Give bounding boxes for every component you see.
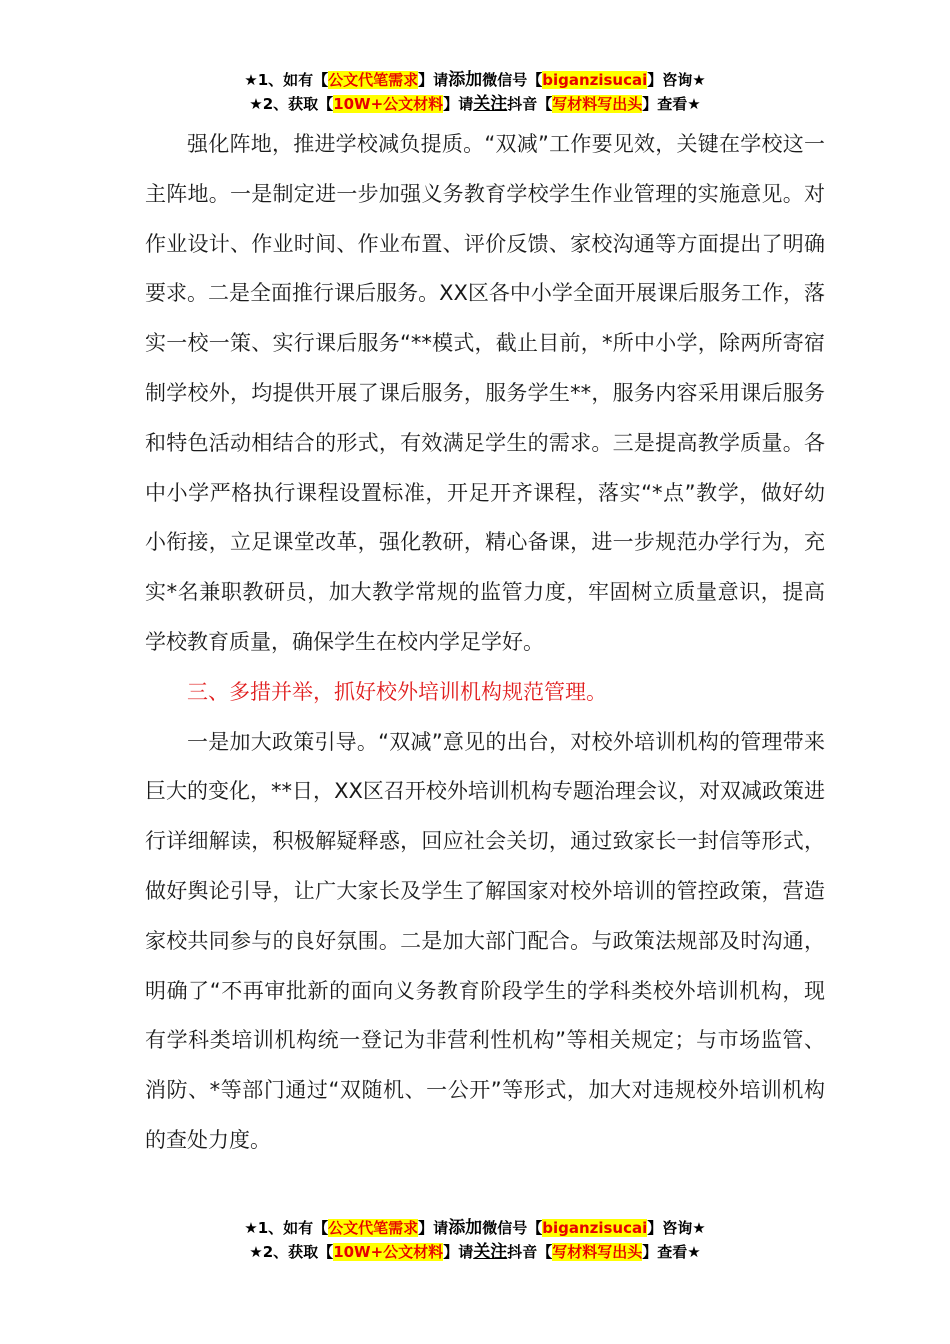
footer-banner [0,1216,950,1264]
document-body [145,120,825,1166]
banner-line-2: ★2、获取【10W+公文材料】请关注抖音【写材料写出头】查看★ [249,94,701,114]
star-icon: ★ [244,1219,258,1237]
highlight-materials: 10W+公文材料 [333,1243,444,1261]
paragraph-training-institutions: 一是加大政策引导。“双减”意见的出台，对校外培训机构的管理带来巨大的变化，**日，XX区召开校外培训机构专题治理会议，对双减政策进行详细解读，积极解疑释惑，回应社会关切，通过致家长一封信等形式，做好舆论引导，让广大家长及学生了解国家对校外培训的管控政策，营造家校共同参与的良好氛围。二是加大部门配合。与政策法规部及时沟通，明确了“不再审批新的面向义务教育阶段学生的学科类校外培训机构，现有学科类培训机构统一登记为非营利性机构”等相关规定；与市场监管、消防、*等部门通过“双随机、一公开”等形式，加大对违规校外培训机构的查处力度。 [145,729,825,1152]
star-icon: ★ [244,71,258,89]
paragraph-school-burden: 强化阵地，推进学校减负提质。“双减”工作要见效，关键在学校这一主阵地。一是制定进一步加强义务教育学校学生作业管理的实施意见。对作业设计、作业时间、作业布置、评价反馈、家校沟通等方面提出了明确要求。二是全面推行课后服务。XX区各中小学全面开展课后服务工作，落实一校一策、实行课后服务“**模式，截止目前，*所中小学，除两所寄宿制学校外，均提供开展了课后服务，服务学生**，服务内容采用课后服务和特色活动相结合的形式，有效满足学生的需求。三是提高教学质量。各中小学严格执行课程设置标准，开足开齐课程，落实“*点”教学，做好幼小衔接，立足课堂改革，强化教研，精心备课，进一步规范办学行为，充实*名兼职教研员，加大教学常规的监管力度，牢固树立质量意识，提高学校教育质量，确保学生在校内学足学好。 [145,132,825,654]
star-icon: ★ [249,1243,263,1261]
highlight-douyin: 写材料写出头 [552,1243,643,1261]
banner-line-1: ★1、如有【公文代笔需求】请添加微信号【biganzisucai】咨询★ [244,70,706,90]
star-icon: ★ [687,1243,701,1261]
star-icon: ★ [692,71,706,89]
highlight-wechat-id: biganzisucai [542,1219,648,1237]
highlight-douyin: 写材料写出头 [552,95,643,113]
highlight-ghostwriting: 公文代笔需求 [328,1219,419,1237]
highlight-ghostwriting: 公文代笔需求 [328,71,419,89]
highlight-materials: 10W+公文材料 [333,95,444,113]
banner-line-2: ★2、获取【10W+公文材料】请关注抖音【写材料写出头】查看★ [249,1242,701,1262]
section-heading-3: 三、多措并举，抓好校外培训机构规范管理。 [187,679,607,704]
highlight-wechat-id: biganzisucai [542,71,648,89]
banner-line-1: ★1、如有【公文代笔需求】请添加微信号【biganzisucai】咨询★ [244,1218,706,1238]
star-icon: ★ [692,1219,706,1237]
star-icon: ★ [249,95,263,113]
star-icon: ★ [687,95,701,113]
header-banner [0,68,950,116]
